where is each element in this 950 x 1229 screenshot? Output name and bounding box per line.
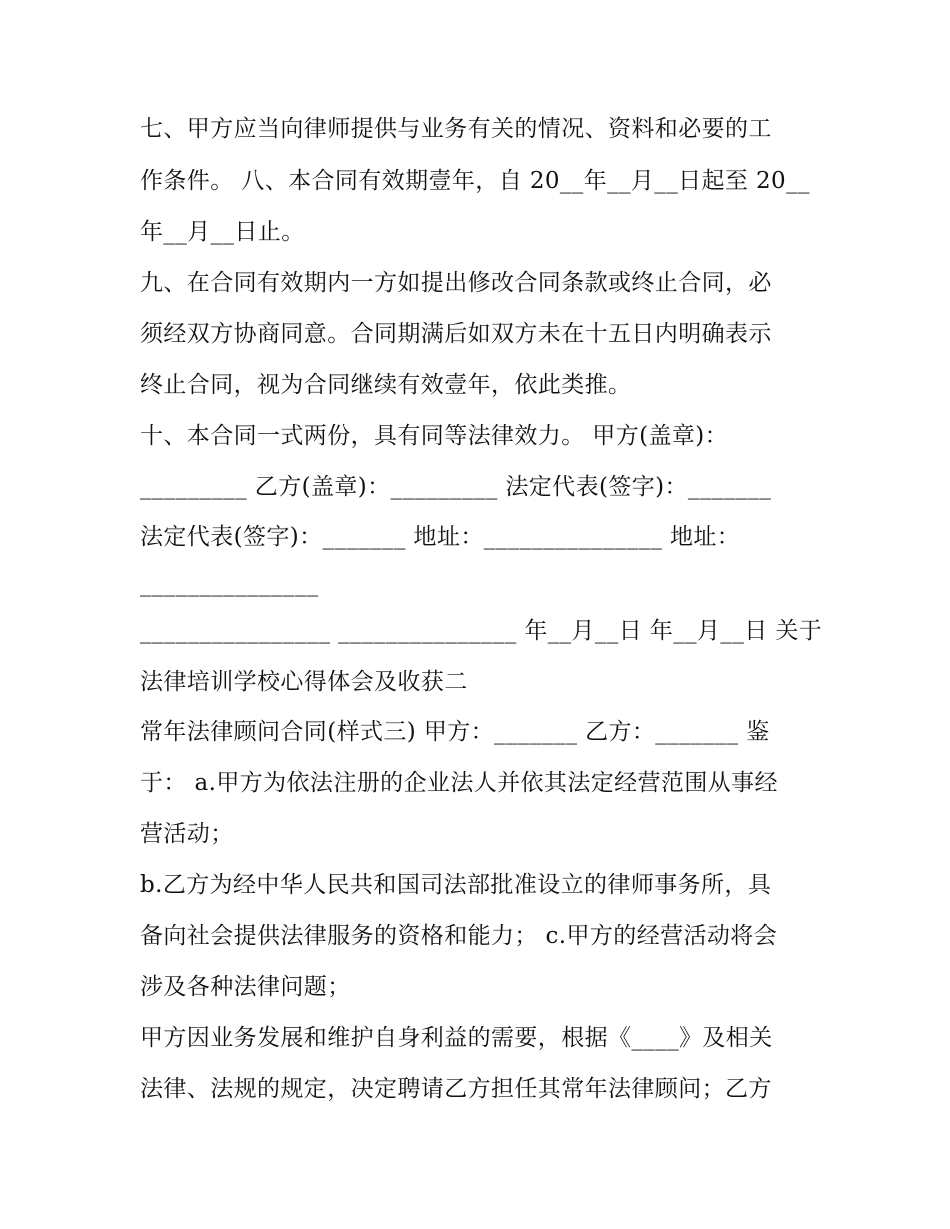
text-line: 七、甲方应当向律师提供与业务有关的情况、资料和必要的工 — [140, 116, 772, 142]
signature-line: _________ 乙方(盖章)：_________ 法定代表(签字)：_______ — [140, 474, 772, 500]
signature-line: _______________ — [140, 571, 319, 597]
date-line: ________________ _______________ 年__月__日 年__月__日 关于 — [140, 618, 823, 644]
text-line: b.乙方为经中华人民共和国司法部批准设立的律师事务所，具 — [140, 872, 772, 898]
text-line: 终止合同，视为合同继续有效壹年，依此类推。 — [140, 372, 632, 398]
text-line: 须经双方协商同意。合同期满后如双方未在十五日内明确表示 — [140, 321, 772, 347]
text-line: 十、本合同一式两份，具有同等法律效力。 甲方(盖章)： — [140, 423, 729, 449]
text-line: 备向社会提供法律服务的资格和能力； c.甲方的经营活动将会 — [140, 923, 778, 949]
text-line: 涉及各种法律问题； — [140, 974, 351, 1000]
text-line: 常年法律顾问合同(样式三) 甲方：_______ 乙方：_______ 鉴 — [140, 719, 770, 745]
text-line: 九、在合同有效期内一方如提出修改合同条款或终止合同，必 — [140, 270, 772, 296]
text-line: 法律、法规的规定，决定聘请乙方担任其常年法律顾问；乙方 — [140, 1076, 772, 1102]
signature-line: 法定代表(签字)：_______ 地址：_______________ 地址： — [140, 524, 741, 550]
text-line: 于： a.甲方为依法注册的企业法人并依其法定经营范围从事经 — [140, 770, 778, 796]
text-line: 年__月__日止。 — [140, 219, 305, 245]
text-line: 作条件。 八、本合同有效期壹年，自 20__年__月__日起至 20__ — [140, 168, 810, 194]
text-line: 营活动； — [140, 821, 234, 847]
text-line: 甲方因业务发展和维护自身利益的需要，根据《____》及相关 — [140, 1025, 773, 1051]
section-heading: 法律培训学校心得体会及收获二 — [140, 669, 468, 695]
